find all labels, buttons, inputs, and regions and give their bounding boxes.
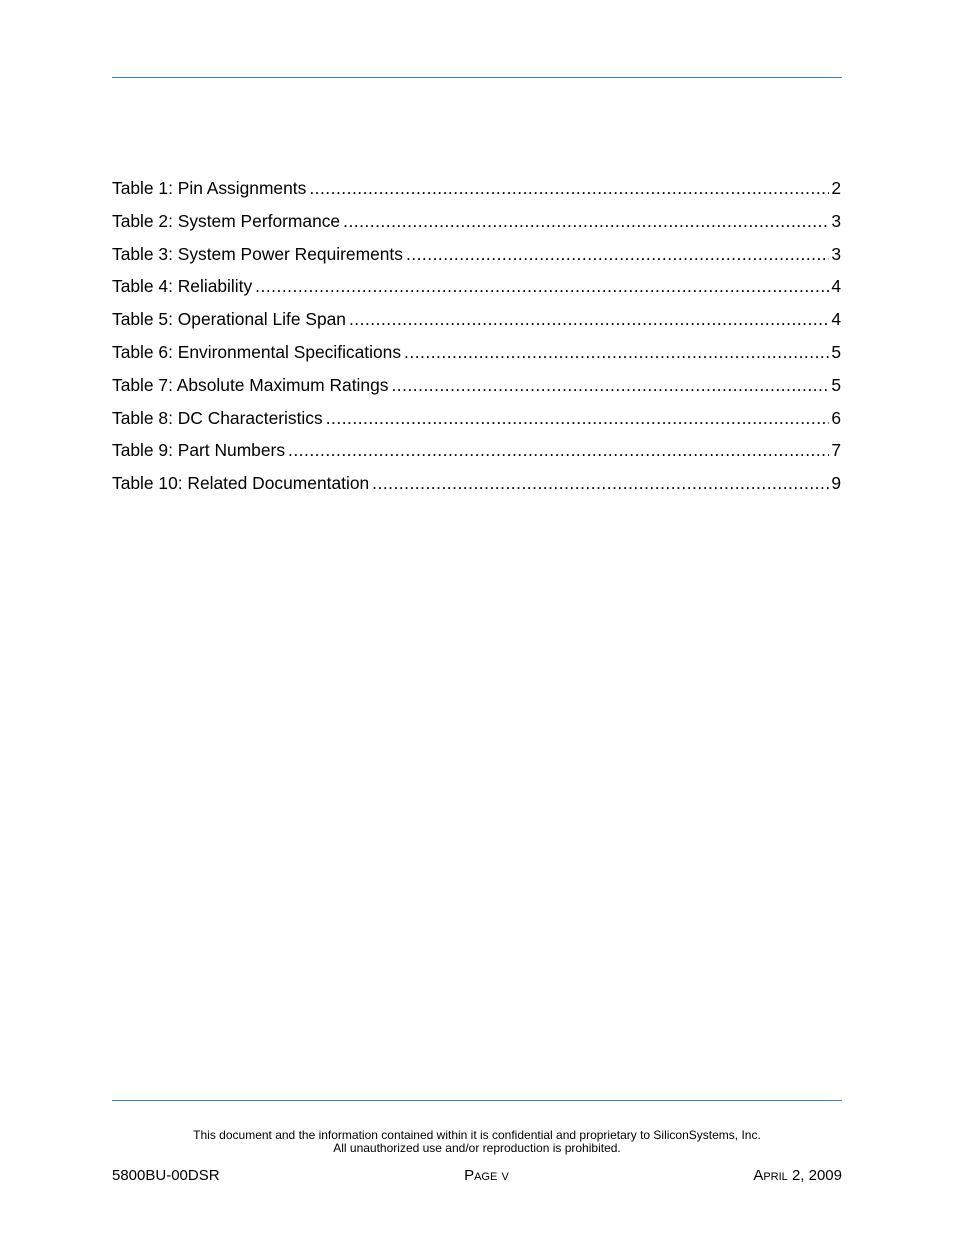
toc-entry[interactable] xyxy=(112,438,841,471)
page-footer xyxy=(112,1166,842,1186)
toc-entry[interactable] xyxy=(112,307,841,340)
toc-entry[interactable] xyxy=(112,274,841,307)
toc-entry[interactable] xyxy=(112,373,841,406)
toc-entry[interactable] xyxy=(112,340,841,373)
list-of-tables xyxy=(112,176,841,504)
document-id: 5800BU-00DSR xyxy=(112,1167,220,1184)
confidentiality-notice xyxy=(112,1129,842,1154)
toc-entry-page: 2 xyxy=(831,178,841,198)
toc-dot-leader xyxy=(391,373,829,397)
toc-entry[interactable] xyxy=(112,242,841,275)
toc-entry-page: 4 xyxy=(831,276,841,297)
toc-entry-title: Table 6: Environmental Specifications xyxy=(112,341,402,362)
toc-entry-title: Table 5: Operational Life Span xyxy=(112,309,346,330)
footer-rule xyxy=(112,1100,842,1101)
toc-entry-title: Table 4: Reliability xyxy=(112,276,253,297)
toc-entry-page: 3 xyxy=(831,243,841,264)
toc-entry-title: Table 10: Related Documentation xyxy=(112,473,370,494)
notice-line-2: All unauthorized use and/or reproduction is prohibited. xyxy=(333,1140,621,1155)
toc-dot-leader xyxy=(406,242,829,266)
toc-entry-page: 6 xyxy=(831,407,841,428)
toc-entry-title: Table 9: Part Numbers xyxy=(112,440,286,461)
toc-entry-page: 7 xyxy=(831,440,841,461)
toc-entry[interactable] xyxy=(112,209,841,242)
toc-dot-leader xyxy=(372,471,829,495)
document-date: April 2, 2009 xyxy=(753,1167,842,1184)
toc-entry-title: Table 2: System Performance xyxy=(112,210,341,231)
toc-entry-page: 5 xyxy=(831,341,841,362)
page-number: Page v xyxy=(464,1167,509,1184)
toc-dot-leader xyxy=(343,209,829,233)
toc-entry[interactable] xyxy=(112,471,841,504)
toc-dot-leader xyxy=(255,274,829,298)
toc-entry-title: Table 1: Pin Assignments xyxy=(112,178,307,198)
toc-entry-page: 5 xyxy=(831,374,841,395)
header-rule xyxy=(112,77,842,78)
toc-entry-page: 9 xyxy=(831,473,841,494)
toc-entry-title: Table 3: System Power Requirements xyxy=(112,243,403,264)
toc-dot-leader xyxy=(288,438,829,462)
toc-entry[interactable] xyxy=(112,406,841,439)
toc-entry[interactable] xyxy=(112,176,841,209)
notice-line-1: This document and the information contained within it is confidential and proprietary to SiliconSystems, Inc. xyxy=(193,1128,761,1142)
toc-entry-title: Table 7: Absolute Maximum Ratings xyxy=(112,374,389,395)
toc-dot-leader xyxy=(326,406,830,430)
toc-dot-leader xyxy=(404,340,829,364)
toc-entry-page: 4 xyxy=(831,309,841,330)
toc-entry-page: 3 xyxy=(831,210,841,231)
toc-dot-leader xyxy=(309,176,829,200)
toc-dot-leader xyxy=(349,307,829,331)
toc-entry-title: Table 8: DC Characteristics xyxy=(112,407,323,428)
